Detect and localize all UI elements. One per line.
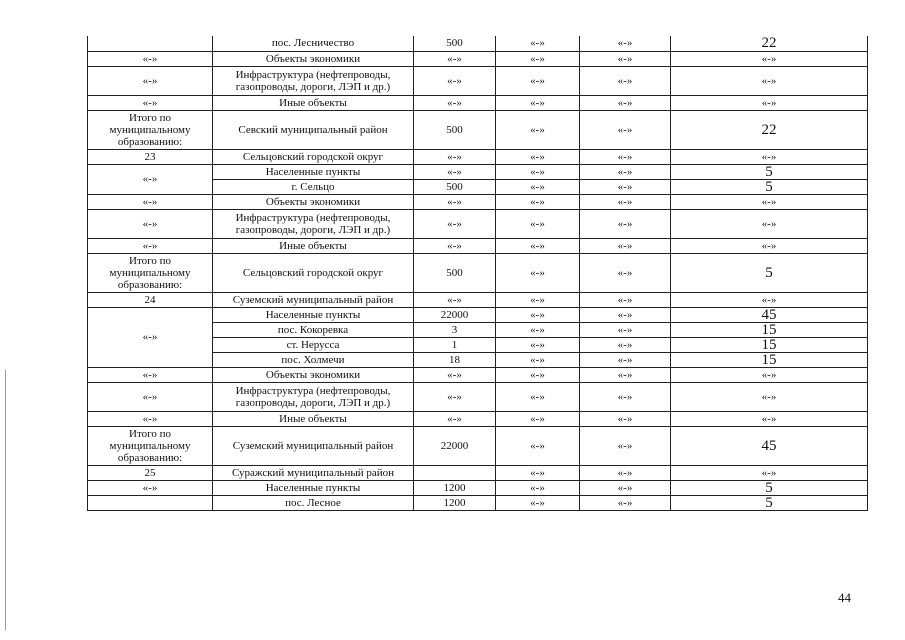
table-cell: «-» bbox=[671, 95, 868, 110]
table-cell: «-» bbox=[88, 194, 213, 209]
table-cell: «-» bbox=[88, 66, 213, 95]
table-cell: «-» bbox=[580, 465, 671, 480]
table-row bbox=[88, 307, 868, 322]
table-cell: Населенные пункты bbox=[213, 480, 414, 495]
table-cell: 500 bbox=[414, 36, 496, 51]
table-cell: Иные объекты bbox=[213, 238, 414, 253]
table-row bbox=[88, 382, 868, 411]
table-cell: 3 bbox=[414, 322, 496, 337]
table-cell: «-» bbox=[88, 382, 213, 411]
table-row bbox=[88, 164, 868, 179]
table-cell: 15 bbox=[671, 337, 868, 352]
table-cell: 1200 bbox=[414, 495, 496, 510]
table-cell: «-» bbox=[414, 51, 496, 66]
table-cell: Инфраструктура (нефтепроводы, газопроводы, дороги, ЛЭП и др.) bbox=[213, 209, 414, 238]
table-cell: «-» bbox=[414, 238, 496, 253]
table-cell: пос. Лесное bbox=[213, 495, 414, 510]
table-cell: «-» bbox=[496, 149, 580, 164]
table-cell: «-» bbox=[88, 480, 213, 495]
table-cell: «-» bbox=[88, 411, 213, 426]
table-cell: «-» bbox=[580, 495, 671, 510]
table-row bbox=[88, 465, 868, 480]
table-cell: Населенные пункты bbox=[213, 307, 414, 322]
table-cell: «-» bbox=[580, 337, 671, 352]
table-cell: «-» bbox=[88, 95, 213, 110]
table-cell: «-» bbox=[88, 238, 213, 253]
table-cell: 5 bbox=[671, 179, 868, 194]
table-cell: «-» bbox=[580, 194, 671, 209]
table-cell: «-» bbox=[671, 238, 868, 253]
table-cell: «-» bbox=[496, 337, 580, 352]
table-row bbox=[88, 95, 868, 110]
table-cell: «-» bbox=[580, 95, 671, 110]
table-cell: 15 bbox=[671, 352, 868, 367]
table-cell: «-» bbox=[496, 426, 580, 465]
table-cell: «-» bbox=[88, 209, 213, 238]
table-cell bbox=[88, 495, 213, 510]
page-number: 44 bbox=[838, 590, 851, 605]
table-cell: «-» bbox=[580, 307, 671, 322]
table-cell: «-» bbox=[496, 194, 580, 209]
table-cell: Объекты экономики bbox=[213, 194, 414, 209]
table-cell: «-» bbox=[496, 209, 580, 238]
table-cell: «-» bbox=[496, 110, 580, 149]
table-cell: «-» bbox=[580, 411, 671, 426]
table-cell: «-» bbox=[496, 66, 580, 95]
table-cell: «-» bbox=[671, 465, 868, 480]
table-cell: Итого по муниципальному образованию: bbox=[88, 110, 213, 149]
table-cell: «-» bbox=[580, 179, 671, 194]
table-cell: «-» bbox=[580, 164, 671, 179]
table-cell: «-» bbox=[580, 238, 671, 253]
table-cell: 500 bbox=[414, 110, 496, 149]
table-cell: «-» bbox=[580, 209, 671, 238]
table-cell: «-» bbox=[88, 307, 213, 367]
table-cell: 5 bbox=[671, 495, 868, 510]
table-row bbox=[88, 480, 868, 495]
table-cell: «-» bbox=[496, 367, 580, 382]
table-cell: «-» bbox=[88, 164, 213, 194]
table-cell: «-» bbox=[671, 382, 868, 411]
table-cell bbox=[414, 465, 496, 480]
table-cell: «-» bbox=[671, 367, 868, 382]
table-cell: 15 bbox=[671, 322, 868, 337]
table-row bbox=[88, 426, 868, 465]
table-row bbox=[88, 209, 868, 238]
table-row bbox=[88, 149, 868, 164]
table-cell: 18 bbox=[414, 352, 496, 367]
table-body bbox=[88, 36, 868, 510]
table-cell: «-» bbox=[671, 209, 868, 238]
table-cell: «-» bbox=[414, 95, 496, 110]
table-row bbox=[88, 495, 868, 510]
table-cell: «-» bbox=[580, 367, 671, 382]
table-cell: 25 bbox=[88, 465, 213, 480]
table-cell: «-» bbox=[414, 382, 496, 411]
table-cell: 1 bbox=[414, 337, 496, 352]
table-cell: Объекты экономики bbox=[213, 51, 414, 66]
table-cell: «-» bbox=[88, 367, 213, 382]
table-cell: Инфраструктура (нефтепроводы, газопроводы, дороги, ЛЭП и др.) bbox=[213, 66, 414, 95]
table-cell: «-» bbox=[496, 253, 580, 292]
table-cell: Инфраструктура (нефтепроводы, газопроводы, дороги, ЛЭП и др.) bbox=[213, 382, 414, 411]
table-row bbox=[88, 367, 868, 382]
table-cell: «-» bbox=[496, 36, 580, 51]
table-cell: «-» bbox=[414, 209, 496, 238]
table-cell: «-» bbox=[496, 495, 580, 510]
table-cell: «-» bbox=[496, 164, 580, 179]
scan-edge-line bbox=[5, 370, 6, 630]
table-cell: 5 bbox=[671, 253, 868, 292]
table-cell: пос. Лесничество bbox=[213, 36, 414, 51]
table-cell: «-» bbox=[580, 110, 671, 149]
table-cell: «-» bbox=[580, 149, 671, 164]
table-cell: «-» bbox=[580, 66, 671, 95]
table-cell: Суражский муниципальный район bbox=[213, 465, 414, 480]
table-cell: «-» bbox=[580, 352, 671, 367]
table-cell: 1200 bbox=[414, 480, 496, 495]
table-cell: «-» bbox=[496, 292, 580, 307]
table-cell: «-» bbox=[496, 465, 580, 480]
table-cell: «-» bbox=[88, 51, 213, 66]
table-cell: 22000 bbox=[414, 307, 496, 322]
table-cell: Сельцовский городской округ bbox=[213, 253, 414, 292]
table-cell: Иные объекты bbox=[213, 411, 414, 426]
table-cell: «-» bbox=[496, 322, 580, 337]
table-row bbox=[88, 110, 868, 149]
table-cell: пос. Холмечи bbox=[213, 352, 414, 367]
table-cell: 5 bbox=[671, 164, 868, 179]
table-cell: 24 bbox=[88, 292, 213, 307]
table-cell: «-» bbox=[496, 411, 580, 426]
table-cell: «-» bbox=[671, 149, 868, 164]
table-cell: «-» bbox=[580, 51, 671, 66]
table-cell: 5 bbox=[671, 480, 868, 495]
table-row bbox=[88, 292, 868, 307]
table-row bbox=[88, 51, 868, 66]
table-cell: ст. Нерусса bbox=[213, 337, 414, 352]
table-row bbox=[88, 36, 868, 51]
table-cell: «-» bbox=[671, 194, 868, 209]
table-cell: «-» bbox=[414, 149, 496, 164]
table-cell: «-» bbox=[414, 411, 496, 426]
table-cell: 500 bbox=[414, 179, 496, 194]
table-cell: «-» bbox=[496, 307, 580, 322]
table-cell: «-» bbox=[496, 51, 580, 66]
table-cell: «-» bbox=[414, 367, 496, 382]
table-cell: «-» bbox=[414, 194, 496, 209]
table-cell: Объекты экономики bbox=[213, 367, 414, 382]
table-cell: 22000 bbox=[414, 426, 496, 465]
table-cell: «-» bbox=[496, 352, 580, 367]
table-cell: «-» bbox=[580, 36, 671, 51]
table-cell: 500 bbox=[414, 253, 496, 292]
table-cell: «-» bbox=[496, 179, 580, 194]
table-cell: «-» bbox=[671, 292, 868, 307]
table-cell: «-» bbox=[580, 322, 671, 337]
table-cell bbox=[88, 36, 213, 51]
table-cell: «-» bbox=[671, 51, 868, 66]
table-cell: «-» bbox=[580, 292, 671, 307]
table-cell: «-» bbox=[414, 292, 496, 307]
table-cell: Сельцовский городской округ bbox=[213, 149, 414, 164]
table-cell: «-» bbox=[580, 426, 671, 465]
table-cell: пос. Кокоревка bbox=[213, 322, 414, 337]
table-cell: 22 bbox=[671, 36, 868, 51]
table-cell: «-» bbox=[580, 382, 671, 411]
table-cell: 22 bbox=[671, 110, 868, 149]
table-cell: 45 bbox=[671, 307, 868, 322]
table-cell: «-» bbox=[496, 382, 580, 411]
table-cell: «-» bbox=[496, 238, 580, 253]
table-cell: «-» bbox=[580, 253, 671, 292]
table-row bbox=[88, 411, 868, 426]
table-cell: Суземский муниципальный район bbox=[213, 426, 414, 465]
table-cell: «-» bbox=[414, 164, 496, 179]
table-cell: «-» bbox=[671, 66, 868, 95]
table-row bbox=[88, 66, 868, 95]
table-cell: Севский муниципальный район bbox=[213, 110, 414, 149]
table-cell: 45 bbox=[671, 426, 868, 465]
table-cell: 23 bbox=[88, 149, 213, 164]
table-cell: г. Сельцо bbox=[213, 179, 414, 194]
table-cell: Итого по муниципальному образованию: bbox=[88, 426, 213, 465]
table-cell: «-» bbox=[580, 480, 671, 495]
table-cell: Суземский муниципальный район bbox=[213, 292, 414, 307]
table-cell: «-» bbox=[496, 95, 580, 110]
settlements-table bbox=[87, 36, 868, 511]
table-cell: «-» bbox=[414, 66, 496, 95]
table-row bbox=[88, 238, 868, 253]
table-cell: «-» bbox=[496, 480, 580, 495]
table-cell: Итого по муниципальному образованию: bbox=[88, 253, 213, 292]
table-row bbox=[88, 253, 868, 292]
table-cell: Иные объекты bbox=[213, 95, 414, 110]
table-cell: Населенные пункты bbox=[213, 164, 414, 179]
table-row bbox=[88, 194, 868, 209]
table-cell: «-» bbox=[671, 411, 868, 426]
